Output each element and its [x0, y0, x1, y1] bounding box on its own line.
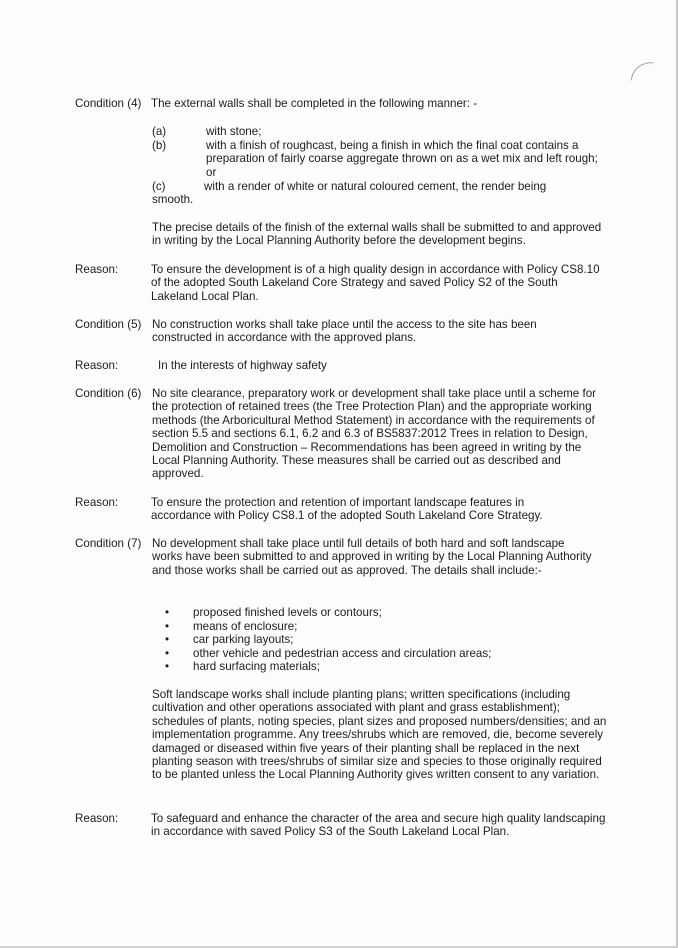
- bullet-dot: •: [165, 647, 170, 660]
- condition-4-details: The precise details of the finish of the external walls shall be submitted to and approved in writing by the Local Planning Authority before the development begins.: [152, 221, 602, 248]
- bullet-item: proposed finished levels or contours;: [193, 606, 382, 619]
- reason-6-label: Reason:: [75, 496, 119, 509]
- condition-4-item-a-label: (a): [152, 125, 167, 138]
- condition-7-text: No development shall take place until full details of both hard and soft landscape works have been submitted to and approved in writing by the Local Planning Authority and those works shall be carried out as approved. The details shall include:-: [152, 537, 592, 577]
- condition-4-item-b-text: with a finish of roughcast, being a finish in which the final coat contains a preparation of fairly coarse aggregate thrown on as a wet mix and left rough; or: [206, 139, 598, 179]
- reason-4-label: Reason:: [75, 263, 119, 276]
- condition-4-item-a-text: with stone;: [206, 125, 262, 138]
- bullet-dot: •: [165, 606, 170, 619]
- bullet-item: hard surfacing materials;: [193, 660, 320, 673]
- condition-5-label: Condition (5): [75, 318, 142, 331]
- condition-7-soft-landscape: Soft landscape works shall include planting plans; written specifications (including cultivation and other operations associated with plant and grass establishment); schedules of plants, noting species, plant sizes and proposed numbers/densities; and an implementation programme. Any trees/shrubs which are removed, die, become severely damaged or diseased within five years of their planting shall be replaced in the next planting season with trees/shrubs of similar size and species to those originally required to be planted unless the Local Planning Authority gives written consent to any variation.: [152, 688, 607, 782]
- hole-punch-mark: [631, 60, 655, 84]
- bullet-item: other vehicle and pedestrian access and circulation areas;: [193, 647, 492, 660]
- reason-6-text: To ensure the protection and retention of important landscape features in accordance with Policy CS8.1 of the adopted South Lakeland Core Strategy.: [151, 496, 543, 523]
- bullet-dot: •: [165, 633, 170, 646]
- reason-7-text: To safeguard and enhance the character of the area and secure high quality landscaping in accordance with saved Policy S3 of the South Lakeland Local Plan.: [151, 812, 606, 839]
- reason-5-label: Reason:: [75, 359, 119, 372]
- bullet-dot: •: [165, 620, 170, 633]
- reason-7-label: Reason:: [75, 812, 119, 825]
- bullet-item: car parking layouts;: [193, 633, 294, 646]
- condition-4-item-c-continuation: smooth.: [152, 193, 194, 206]
- bullet-dot: •: [165, 660, 170, 673]
- reason-5-text: In the interests of highway safety: [158, 359, 327, 372]
- condition-6-text: No site clearance, preparatory work or development shall take place until a scheme for the protection of retained trees (the Tree Protection Plan) and the appropriate working methods (the Arboricultural Method Statement) in accordance with the requirements of section 5.5 and sections 6.1, 6.2 and 6.3 of BS5837:2012 Trees in relation to Design, Demolition and Construction – Recommendations has been agreed in writing by the Local Planning Authority. These measures shall be carried out as described and approved.: [152, 387, 597, 481]
- bullet-item: means of enclosure;: [193, 620, 298, 633]
- condition-4-item-b-label: (b): [152, 139, 167, 152]
- condition-7-label: Condition (7): [75, 537, 142, 550]
- reason-4-text: To ensure the development is of a high quality design in accordance with Policy CS8.10 of the adopted South Lakeland Core Strategy and saved Policy S2 of the South Lakeland Local Plan.: [151, 263, 600, 303]
- condition-4-item-c-text: with a render of white or natural coloured cement, the render being: [204, 180, 547, 193]
- condition-6-label: Condition (6): [75, 387, 142, 400]
- condition-4-intro: The external walls shall be completed in the following manner: -: [151, 97, 478, 110]
- condition-4-label: Condition (4): [75, 97, 142, 110]
- condition-4-item-c-label: (c): [152, 180, 166, 193]
- condition-5-text: No construction works shall take place until the access to the site has been constructed in accordance with the approved plans.: [152, 318, 537, 345]
